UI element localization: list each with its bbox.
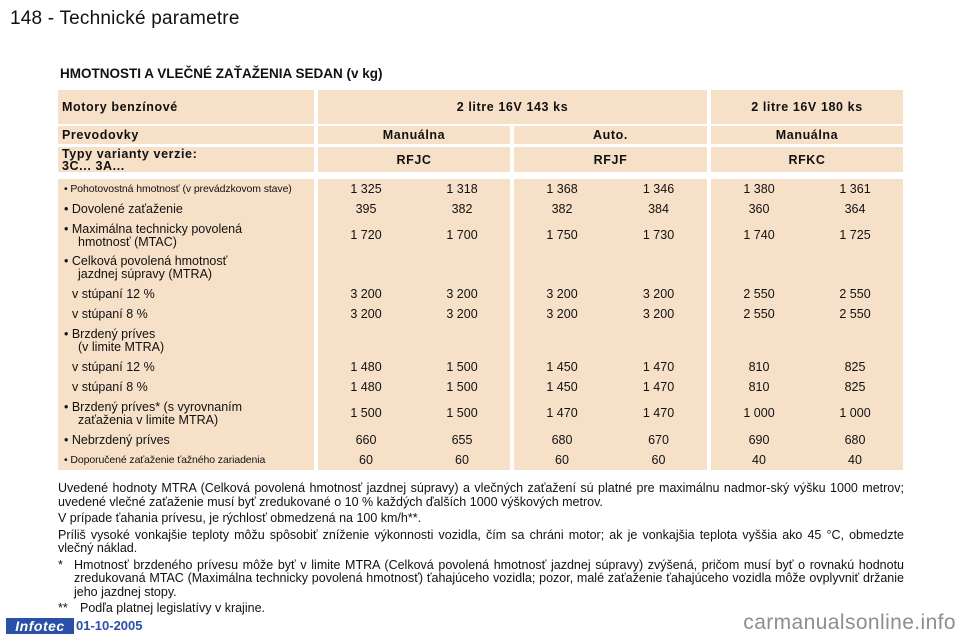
cell-value: 3 200 — [446, 306, 478, 321]
row-label — [58, 219, 314, 252]
cell-value: 825 — [844, 379, 866, 394]
cell-value — [610, 252, 707, 284]
table-row — [58, 284, 903, 304]
cell-value: 3 200 — [446, 286, 478, 301]
cell-value: 1 500 — [446, 406, 478, 420]
footer-date: 01-10-2005 — [76, 618, 143, 633]
table-row — [58, 430, 903, 450]
cell-value: 364 — [844, 201, 866, 216]
row-label — [58, 377, 314, 397]
type-2: RFJF — [514, 147, 707, 172]
cell-value: 2 550 — [743, 306, 775, 321]
cell-value: 3 200 — [546, 306, 578, 321]
cell-value: 1 720 — [350, 228, 382, 242]
cell-value — [414, 252, 510, 284]
footnote-1-text: Hmotnosť brzdeného prívesu môže byť v limite MTRA (Celková povolená hmotnosť jazdnej súpravy) zvýšená, pričom musí byť o rovnakú hodnotu zredukovaná MTAC (Maximálna technicky povolená hmotnosť) ťahajúceho vozidla; pozor, malé zaťaženie ťahajúceho vozidla môže ovplyvniť držanie jeho jazdnej stopy. — [74, 557, 904, 599]
cell-value: 825 — [844, 359, 866, 374]
table-row — [58, 450, 903, 470]
cell-value: 1 470 — [642, 406, 675, 420]
row-label-text: • Dovolené zaťaženie — [64, 201, 183, 216]
cell-value — [318, 324, 414, 357]
cell-value: 1 500 — [350, 406, 382, 420]
cell-value: 382 — [551, 201, 573, 216]
row-label — [58, 284, 314, 304]
cell-value: 810 — [748, 379, 770, 394]
cell-value: 1 000 — [743, 406, 775, 420]
transmission-1: Manuálna — [318, 126, 510, 144]
types-row — [58, 147, 903, 172]
row-label — [58, 450, 314, 470]
row-label-text: • Doporučené zaťaženie ťažného zariadenia — [64, 454, 266, 466]
table-row — [58, 252, 903, 284]
cell-value: 40 — [848, 452, 862, 467]
cell-value: 382 — [451, 201, 473, 216]
cell-value: 680 — [844, 432, 866, 447]
cell-value — [514, 252, 610, 284]
note-temperature: Príliš vysoké vonkajšie teploty môžu spôsobiť zníženie výkonnosti vozidla, čím sa chráni motor; ak je vonkajšia teplota vyššia ako 45 °C, obmedzte vlečný náklad. — [58, 527, 904, 555]
table-row — [58, 324, 903, 357]
cell-value: 1 318 — [446, 181, 478, 196]
cell-value: 1 740 — [743, 228, 775, 242]
cell-value: 3 200 — [350, 286, 382, 301]
cell-value: 60 — [555, 452, 569, 467]
row-label-line1: • Maximálna technicky povolená — [64, 221, 243, 236]
cell-value: 1 000 — [839, 406, 871, 420]
section-title: HMOTNOSTI A VLEČNÉ ZAŤAŽENIA SEDAN (v kg) — [60, 66, 383, 81]
cell-value — [807, 252, 903, 284]
engine-label: Motory benzínové — [58, 90, 314, 124]
cell-value: 384 — [648, 201, 669, 216]
cell-value: 1 361 — [839, 181, 871, 196]
row-label-line2: zaťaženia v limite MTRA) — [78, 412, 219, 427]
watermark: carmanualsonline.info — [743, 611, 956, 634]
table-row — [58, 357, 903, 377]
footnote-1 — [58, 559, 904, 600]
transmission-3: Manuálna — [711, 126, 903, 144]
row-label-text: • Nebrzdený príves — [64, 432, 170, 447]
row-label-line1: • Brzdený príves — [64, 326, 156, 341]
cell-value: 3 200 — [546, 286, 578, 301]
cell-value: 2 550 — [839, 286, 871, 301]
notes — [58, 482, 904, 619]
types-label-line2: 3C... 3A... — [62, 158, 125, 173]
cell-value: 1 346 — [642, 181, 675, 196]
footnote-2-text: Podľa platnej legislatívy v krajine. — [80, 601, 265, 615]
spec-body-table — [58, 179, 903, 470]
row-label-text: v stúpaní 8 % — [72, 306, 148, 321]
row-label-text: • Pohotovostná hmotnosť (v prevádzkovom stave) — [64, 183, 292, 195]
cell-value — [711, 324, 807, 357]
cell-value: 1 480 — [350, 359, 382, 374]
row-label-line1: • Celková povolená hmotnosť — [64, 254, 228, 268]
cell-value: 655 — [451, 432, 473, 447]
row-label-line2: jazdnej súpravy (MTRA) — [78, 267, 213, 281]
cell-value — [414, 324, 510, 357]
cell-value — [318, 252, 414, 284]
cell-value: 680 — [551, 432, 573, 447]
cell-value: 1 700 — [446, 228, 478, 242]
row-label-line2: (v limite MTRA) — [78, 339, 165, 354]
cell-value: 1 450 — [546, 359, 578, 374]
cell-value — [711, 252, 807, 284]
spec-header-table — [58, 87, 903, 127]
cell-value: 1 750 — [546, 228, 578, 242]
infotec-logo: Infotec — [6, 618, 74, 634]
cell-value: 1 325 — [350, 181, 382, 196]
cell-value: 2 550 — [839, 306, 871, 321]
cell-value: 40 — [752, 452, 766, 467]
cell-value: 3 200 — [642, 286, 675, 301]
table-row — [58, 397, 903, 430]
table-row — [58, 179, 903, 199]
spec-trans-table — [58, 123, 903, 175]
row-label — [58, 324, 314, 357]
cell-value: 1 470 — [642, 379, 675, 394]
cell-value: 360 — [748, 201, 770, 216]
page-title: 148 - Technické parametre — [10, 8, 240, 29]
cell-value: 1 368 — [546, 181, 578, 196]
engine-1: 2 litre 16V 143 ks — [318, 90, 707, 124]
cell-value — [807, 324, 903, 357]
transmission-2: Auto. — [514, 126, 707, 144]
cell-value: 810 — [748, 359, 770, 374]
cell-value: 2 550 — [743, 286, 775, 301]
cell-value: 670 — [648, 432, 669, 447]
cell-value: 690 — [748, 432, 770, 447]
transmission-label: Prevodovky — [58, 126, 314, 144]
row-label-text: v stúpaní 12 % — [72, 286, 155, 301]
row-label — [58, 430, 314, 450]
cell-value: 1 470 — [546, 406, 578, 420]
cell-value: 1 450 — [546, 379, 578, 394]
row-label-line1: • Brzdený príves* (s vyrovnaním — [64, 399, 243, 414]
cell-value: 660 — [355, 432, 377, 447]
row-label — [58, 304, 314, 324]
cell-value: 1 480 — [350, 379, 382, 394]
cell-value — [610, 324, 707, 357]
cell-value: 60 — [651, 452, 666, 467]
cell-value: 60 — [455, 452, 469, 467]
table-row — [58, 304, 903, 324]
footnote-1-mark: * — [58, 557, 63, 572]
engine-row — [58, 90, 903, 124]
types-label-line1: Typy varianty verzie: — [62, 146, 198, 161]
note-speed: V prípade ťahania prívesu, je rýchlosť obmedzená na 100 km/h**. — [58, 511, 422, 525]
row-label-text: v stúpaní 12 % — [72, 359, 155, 374]
row-label — [58, 357, 314, 377]
types-label — [58, 147, 314, 172]
cell-value: 1 470 — [642, 359, 675, 374]
cell-value: 1 730 — [642, 228, 675, 242]
cell-value: 3 200 — [350, 306, 382, 321]
cell-value: 1 725 — [839, 228, 871, 242]
row-label — [58, 252, 314, 284]
note-altitude: Uvedené hodnoty MTRA (Celková povolená hmotnosť jazdnej súpravy) a vlečných zaťažení sú platné pre maximálnu nadmor-ský výšku 1000 metrov; uvedené vlečné zaťaženie musí byť zredukované o 10 % každých ďalších 1000 výškových metrov. — [58, 481, 904, 509]
table-row — [58, 219, 903, 252]
cell-value: 1 500 — [446, 359, 478, 374]
row-label-line2: hmotnosť (MTAC) — [78, 234, 177, 249]
cell-value: 1 500 — [446, 379, 478, 394]
table-row — [58, 377, 903, 397]
row-label-text: v stúpaní 8 % — [72, 379, 148, 394]
type-1: RFJC — [318, 147, 510, 172]
table-row — [58, 199, 903, 219]
transmission-row — [58, 126, 903, 144]
type-3: RFKC — [711, 147, 903, 172]
cell-value: 1 380 — [743, 181, 775, 196]
cell-value: 3 200 — [642, 306, 675, 321]
engine-2: 2 litre 16V 180 ks — [711, 90, 903, 124]
cell-value: 60 — [359, 452, 373, 467]
row-label — [58, 179, 314, 199]
footnote-2-mark: ** — [58, 601, 68, 615]
cell-value — [514, 324, 610, 357]
cell-value: 395 — [355, 201, 377, 216]
row-label — [58, 199, 314, 219]
row-label — [58, 397, 314, 430]
